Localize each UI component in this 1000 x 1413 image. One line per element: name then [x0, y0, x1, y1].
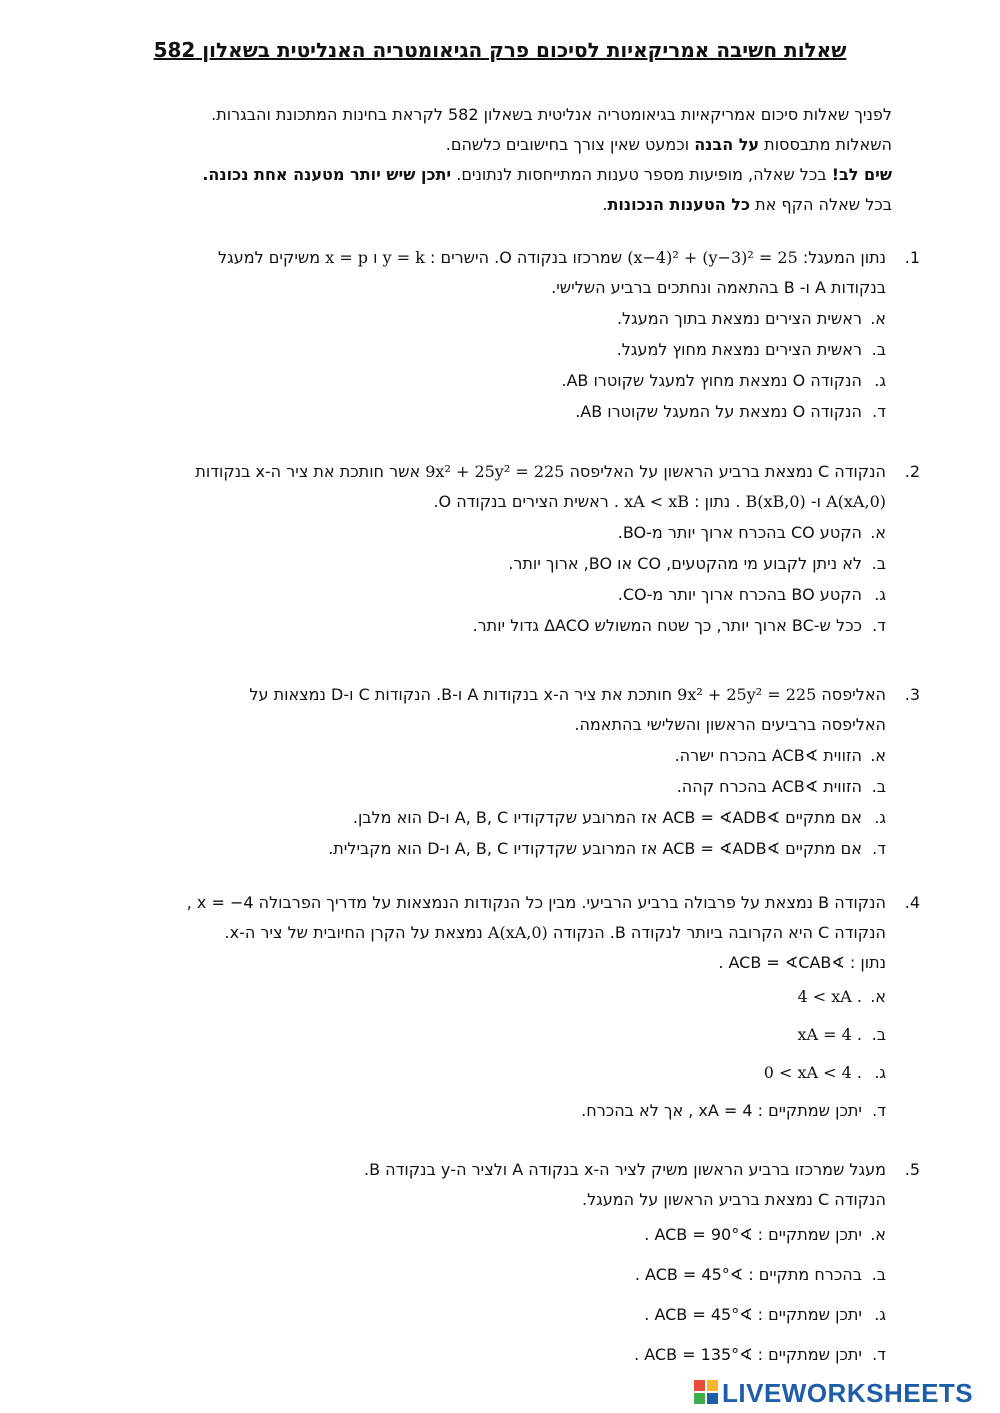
question-2-line-1	[80, 457, 920, 487]
q1-text-1: נתון המעגל:	[797, 248, 886, 267]
q3-text-2: חותכת את ציר ה-x בנקודות A ו-B. הנקודות C ו-D נמצאות על	[249, 685, 678, 704]
question-3-line-1	[80, 680, 920, 710]
question-3	[80, 680, 920, 864]
option-b[interactable]	[80, 548, 920, 579]
q1-line-xp: x = p	[325, 248, 369, 267]
option-label: ג.	[874, 1305, 886, 1324]
option-b[interactable]	[80, 334, 920, 365]
option-label: ד.	[872, 839, 886, 858]
liveworksheets-logo-text: LIVEWORKSHEETS	[722, 1378, 974, 1408]
option-label: ב.	[871, 1265, 886, 1284]
intro-line-4-a: בכל שאלה הקף את	[750, 195, 892, 214]
option-d[interactable]	[80, 1092, 920, 1130]
option-label: א.	[870, 1225, 886, 1244]
option-a[interactable]	[80, 978, 920, 1016]
option-text: ראשית הצירים נמצאת מחוץ למעגל.	[616, 340, 862, 359]
q1-circle-equation: (x−4)² + (y−3)² = 25	[627, 248, 798, 267]
question-number: 1.	[904, 248, 920, 267]
q1-text-3: ו	[368, 248, 383, 267]
question-2-line-2	[80, 487, 920, 517]
option-c[interactable]	[80, 802, 920, 833]
option-text: הנקודה O נמצאת על המעגל שקוטרו AB.	[575, 402, 862, 421]
option-label: א.	[870, 746, 886, 765]
q2-condition: xA < xB	[624, 492, 690, 511]
intro-line-4-b: .	[602, 195, 608, 214]
option-text: הקטע CO בהכרח ארוך יותר מ-BO.	[617, 523, 862, 542]
option-text: יתכן שמתקיים : ∢ACB = 90° .	[644, 1225, 862, 1244]
intro-line-3	[132, 160, 892, 190]
question-5	[80, 1155, 920, 1375]
option-label: ד.	[872, 1101, 886, 1120]
option-label: ב.	[871, 340, 886, 359]
option-label: א.	[870, 987, 886, 1006]
intro-line-3-bold2: יתכן שיש יותר מטענה אחת נכונה.	[202, 165, 452, 184]
option-text: לא ניתן לקבוע מי מהקטעים, CO או BO, ארוך יותר.	[508, 554, 862, 573]
option-label: ד.	[872, 616, 886, 635]
question-4	[80, 888, 920, 1130]
question-number: 3.	[904, 685, 920, 704]
q4-point-a: A(xA,0)	[487, 923, 548, 942]
question-3-line-2	[80, 710, 920, 740]
option-label: א.	[870, 309, 886, 328]
option-a[interactable]	[80, 517, 920, 548]
question-1-stem	[218, 243, 886, 273]
question-4-stem-cont	[225, 918, 886, 948]
q1-text-2: שמרכזו בנקודה O. הישרים :	[424, 248, 628, 267]
option-label: ג.	[874, 1063, 886, 1082]
option-label: ד.	[872, 402, 886, 421]
question-2	[80, 457, 920, 641]
option-b[interactable]	[80, 1255, 920, 1295]
option-text: יתכן שמתקיים : ∢ACB = 45° .	[644, 1305, 862, 1324]
q2-text-1: הנקודה C נמצאת ברביע הראשון על האליפסה	[564, 462, 886, 481]
q2-text-3: ו-	[805, 492, 827, 511]
option-label: ד.	[872, 1345, 886, 1364]
question-3-stem	[249, 680, 886, 710]
q2-text-2: אשר חותכת את ציר ה-x בנקודות	[195, 462, 426, 481]
option-text: יתכן שמתקיים : xA = 4 , אך לא בהכרח.	[581, 1101, 862, 1120]
intro-line-2	[132, 130, 892, 160]
option-label: א.	[870, 523, 886, 542]
option-text: הזווית ∢ACB בהכרח קהה.	[676, 777, 862, 796]
intro-line-2-a: השאלות מתבססות	[759, 135, 892, 154]
option-text: הקטע BO בהכרח ארוך יותר מ-CO.	[617, 585, 862, 604]
option-c[interactable]	[80, 579, 920, 610]
question-5-stem-cont: הנקודה C נמצאת ברביע הראשון על המעגל.	[582, 1190, 886, 1209]
option-text: ככל ש-BC ארוך יותר, כך שטח המשולש ΔACO גדול יותר.	[472, 616, 862, 635]
question-number: 4.	[904, 893, 920, 912]
option-text: אם מתקיים ∢ACB = ∢ADB אז המרובע שקדקודיו A, B, C ו-D הוא מקבילית.	[328, 839, 862, 858]
option-text: הזווית ∢ACB בהכרח ישרה.	[674, 746, 862, 765]
option-d[interactable]	[80, 833, 920, 864]
question-5-stem: מעגל שמרכזו ברביע הראשון משיק לציר ה-x בנקודה A ולציר ה-y בנקודה B.	[364, 1160, 886, 1179]
option-label: ב.	[871, 777, 886, 796]
liveworksheets-footer	[690, 1377, 990, 1409]
page-title: שאלות חשיבה אמריקאיות לסיכום פרק הגיאומטריה האנליטית בשאלון 582	[153, 38, 847, 62]
question-4-line-2	[80, 918, 920, 948]
option-a[interactable]	[80, 303, 920, 334]
q2-ellipse-equation: 9x² + 25y² = 225	[425, 462, 565, 481]
option-text: 0 < xA < 4 .	[763, 1063, 862, 1082]
question-4-stem: הנקודה B נמצאת על פרבולה ברביע הרביעי. מבין כל הנקודות הנמצאות על מדריך הפרבולה x = −4 ,	[186, 893, 886, 912]
option-text: ראשית הצירים נמצאת בתוך המעגל.	[616, 309, 862, 328]
question-number: 5.	[904, 1160, 920, 1179]
question-5-line-1	[80, 1155, 920, 1185]
option-text: הנקודה O נמצאת מחוץ למעגל שקוטרו AB.	[561, 371, 862, 390]
option-text: 4 < xA .	[797, 987, 862, 1006]
option-text: בהכרח מתקיים : ∢ACB = 45° .	[634, 1265, 862, 1284]
question-1-line-1	[80, 243, 920, 273]
option-a[interactable]	[80, 1215, 920, 1255]
option-d[interactable]	[80, 1335, 920, 1375]
intro-line-4-bold: כל הטענות הנכונות	[607, 195, 751, 214]
question-1-stem-cont: בנקודות A ו- B בהתאמה ונחתכים ברביע השלישי.	[551, 278, 886, 297]
question-3-stem-cont: האליפסה ברביעים הראשון והשלישי בהתאמה.	[574, 715, 886, 734]
q4-text-1: הנקודה C היא הקרובה ביותר לנקודה B. הנקודה	[547, 923, 886, 942]
question-1-line-2	[80, 273, 920, 303]
option-c[interactable]	[80, 1295, 920, 1335]
option-text: אם מתקיים ∢ACB = ∢ADB אז המרובע שקדקודיו A, B, C ו-D הוא מלבן.	[352, 808, 862, 827]
q2-text-4: . נתון :	[689, 492, 746, 511]
option-d[interactable]	[80, 396, 920, 427]
option-label: ב.	[871, 1025, 886, 1044]
option-label: ג.	[874, 585, 886, 604]
q4-text-2: נמצאת על הקרן החיובית של ציר ה-x.	[224, 923, 488, 942]
option-b[interactable]	[80, 1016, 920, 1054]
option-b[interactable]	[80, 771, 920, 802]
intro-text	[132, 100, 892, 220]
option-text: xA = 4 .	[797, 1025, 862, 1044]
option-label: ג.	[874, 808, 886, 827]
intro-line-3-a: בכל שאלה, מופיעות מספר טענות המתייחסות לנתונים.	[451, 165, 832, 184]
option-a[interactable]	[80, 740, 920, 771]
q3-ellipse-equation: 9x² + 25y² = 225	[677, 685, 817, 704]
question-4-line-3	[80, 948, 920, 978]
q2-point-b: B(xB,0)	[745, 492, 806, 511]
question-4-given: נתון : ∢ACB = ∢CAB .	[718, 953, 886, 972]
option-c[interactable]	[80, 365, 920, 396]
question-5-line-2	[80, 1185, 920, 1215]
intro-line-3-bold1: שים לב!	[831, 165, 892, 184]
question-2-stem	[195, 457, 886, 487]
option-text: יתכן שמתקיים : ∢ACB = 135° .	[634, 1345, 862, 1364]
question-number: 2.	[904, 462, 920, 481]
q2-text-5: . ראשית הצירים בנקודה O.	[433, 492, 625, 511]
option-d[interactable]	[80, 610, 920, 641]
question-1	[80, 243, 920, 427]
q1-line-yk: y = k	[382, 248, 425, 267]
intro-line-2-b: וכמעט שאין צורך בחישובים כלשהם.	[445, 135, 695, 154]
question-2-stem-cont	[433, 487, 886, 517]
option-label: ג.	[874, 371, 886, 390]
option-label: ב.	[871, 554, 886, 573]
question-4-line-1	[80, 888, 920, 918]
option-c[interactable]	[80, 1054, 920, 1092]
q1-text-4: משיקים למעגל	[218, 248, 326, 267]
intro-line-1: לפניך שאלות סיכום אמריקאיות בגיאומטריה אנליטית בשאלון 582 לקראת בחינות המתכונת והבגרות.	[211, 105, 892, 124]
q2-point-a: A(xA,0)	[826, 492, 886, 511]
q3-text-1: האליפסה	[816, 685, 886, 704]
intro-line-4	[132, 190, 892, 220]
intro-line-2-bold: על הבנה	[694, 135, 760, 154]
liveworksheets-logo-icon	[694, 1380, 718, 1404]
